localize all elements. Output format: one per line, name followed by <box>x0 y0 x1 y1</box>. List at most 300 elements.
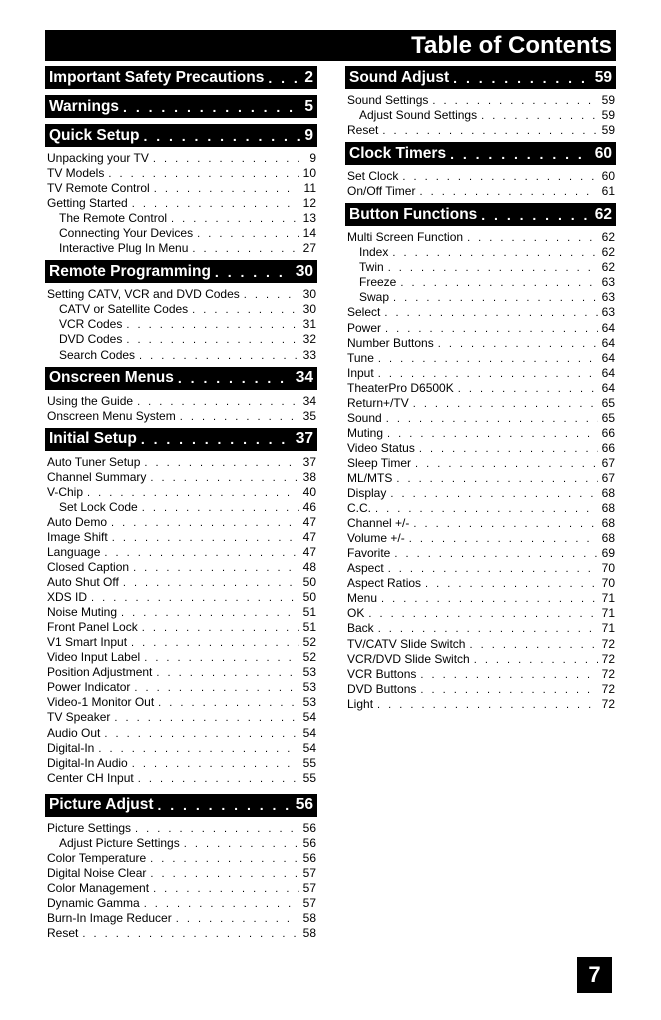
entry-page: 54 <box>302 710 316 725</box>
entry-label: TV Remote Control <box>47 181 150 196</box>
entry-label: Interactive Plug In Menu <box>59 241 189 256</box>
entry-label: Channel Summary <box>47 469 147 484</box>
toc-entry[interactable] <box>345 486 616 501</box>
entry-label: Power <box>347 320 382 335</box>
toc-entry[interactable] <box>345 336 616 351</box>
dot-leader <box>421 577 598 592</box>
dot-leader <box>104 167 299 182</box>
entry-page: 53 <box>302 665 316 680</box>
toc-subentry[interactable] <box>45 241 317 256</box>
section-header-remote-programming[interactable] <box>45 260 317 283</box>
toc-entry[interactable] <box>345 591 616 606</box>
dot-leader <box>131 822 299 837</box>
toc-entry[interactable] <box>45 821 317 836</box>
entry-page: 55 <box>302 755 316 770</box>
entry-label: Number Buttons <box>347 335 434 350</box>
section-header-initial-setup[interactable] <box>45 428 317 451</box>
entry-page: 9 <box>309 151 316 165</box>
toc-entry[interactable] <box>45 911 317 926</box>
toc-subentry[interactable] <box>45 226 317 241</box>
entry-page: 13 <box>302 211 316 226</box>
section-header-sound-adjust[interactable] <box>345 66 616 89</box>
entry-page: 72 <box>601 651 615 666</box>
entry-page: 27 <box>302 241 316 256</box>
toc-entry[interactable] <box>345 123 616 138</box>
dot-leader <box>386 487 598 502</box>
entry-label: DVD Buttons <box>347 681 417 696</box>
entry-page: 59 <box>601 123 615 138</box>
dot-leader <box>167 212 299 227</box>
dot-leader <box>137 431 292 447</box>
dot-leader <box>110 711 299 726</box>
toc-subentry[interactable] <box>45 500 317 515</box>
dot-leader <box>380 306 598 321</box>
toc-entry[interactable] <box>345 637 616 652</box>
entry-label: ML/MTS <box>347 470 393 485</box>
page-number: 7 <box>577 957 612 993</box>
entry-page: 56 <box>302 850 316 865</box>
entry-label: Search Codes <box>59 347 136 362</box>
entry-label: Front Panel Lock <box>47 620 138 635</box>
entry-page: 31 <box>302 317 316 332</box>
dot-leader <box>154 696 299 711</box>
entry-label: Auto Demo <box>47 514 108 529</box>
toc-entry[interactable] <box>345 396 616 411</box>
entry-label: VCR Codes <box>59 317 123 332</box>
toc-entry[interactable] <box>45 560 317 575</box>
entry-page: 34 <box>302 393 316 408</box>
dot-leader <box>390 547 598 562</box>
entry-label: Aspect Ratios <box>347 576 422 591</box>
entry-label: Video Input Label <box>47 650 141 665</box>
dot-leader <box>140 456 299 471</box>
entry-label: Muting <box>347 425 384 440</box>
entry-page: 32 <box>302 332 316 347</box>
entry-page: 61 <box>601 184 615 199</box>
toc-subentry[interactable] <box>45 302 317 317</box>
entry-page: 51 <box>302 605 316 620</box>
toc-entry[interactable] <box>345 606 616 621</box>
dot-leader <box>146 471 299 486</box>
dot-leader <box>396 276 598 291</box>
entry-label: Menu <box>347 591 378 606</box>
toc-entry[interactable] <box>345 471 616 486</box>
toc-entry[interactable] <box>45 151 317 166</box>
dot-leader <box>149 882 299 897</box>
entry-label: DVD Codes <box>59 332 123 347</box>
entry-label: Sleep Timer <box>347 455 412 470</box>
dot-leader <box>154 797 292 813</box>
dot-leader <box>415 442 598 457</box>
entry-label: Display <box>347 486 387 501</box>
entry-page: 47 <box>302 529 316 544</box>
entry-label: Tune <box>347 350 374 365</box>
dot-leader <box>415 185 598 200</box>
toc-entry[interactable] <box>45 756 317 771</box>
toc-entry[interactable] <box>345 682 616 697</box>
entry-label: Sound Settings <box>347 93 429 107</box>
dot-leader <box>107 516 299 531</box>
entry-label: Image Shift <box>47 529 108 544</box>
entry-page: 56 <box>302 820 316 835</box>
entry-label: Multi Screen Function <box>347 230 464 245</box>
entry-page: 50 <box>302 575 316 590</box>
entry-label: Volume +/- <box>347 531 405 546</box>
toc-entry[interactable] <box>45 635 317 650</box>
entry-page: 50 <box>302 590 316 605</box>
entry-page: 47 <box>302 514 316 529</box>
entry-label: Input <box>347 365 374 380</box>
entry-label: Dynamic Gamma <box>47 895 140 910</box>
section-header-quick-setup[interactable] <box>45 124 317 147</box>
entry-label: C.C. <box>347 501 371 516</box>
dot-leader <box>180 837 299 852</box>
section-items <box>45 817 317 941</box>
dot-leader <box>150 182 299 197</box>
dot-leader <box>128 757 299 772</box>
entry-page: 64 <box>601 365 615 380</box>
entry-page: 68 <box>601 501 615 516</box>
entry-page: 14 <box>302 226 316 241</box>
toc-entry[interactable] <box>45 196 317 211</box>
dot-leader <box>193 227 299 242</box>
toc-entry[interactable] <box>45 851 317 866</box>
entry-page: 54 <box>302 725 316 740</box>
dot-leader <box>211 264 292 280</box>
entry-page: 57 <box>302 880 316 895</box>
dot-leader <box>188 242 299 257</box>
entry-label: Reset <box>347 123 379 138</box>
entry-label: Digital Noise Clear <box>47 865 147 880</box>
toc-entry[interactable] <box>45 926 317 941</box>
toc-entry[interactable] <box>345 697 616 712</box>
section-title: Initial Setup <box>49 430 137 448</box>
entry-label: Using the Guide <box>47 393 134 408</box>
section-items <box>45 390 317 424</box>
toc-entry[interactable] <box>345 411 616 426</box>
entry-label: V1 Smart Input <box>47 635 128 650</box>
toc-entry[interactable] <box>345 576 616 591</box>
entry-page: 11 <box>303 181 316 196</box>
section-items <box>45 283 317 362</box>
toc-entry[interactable] <box>345 169 616 184</box>
entry-page: 72 <box>601 696 615 711</box>
entry-label: Freeze <box>359 275 397 290</box>
entry-label: TheaterPro D6500K <box>347 380 454 395</box>
toc-entry[interactable] <box>45 530 317 545</box>
entry-page: 30 <box>302 302 316 317</box>
entry-page: 48 <box>302 559 316 574</box>
entry-label: Color Management <box>47 880 150 895</box>
section-title: Button Functions <box>349 205 478 223</box>
toc-entry[interactable] <box>45 485 317 500</box>
entry-label: Burn-In Image Reducer <box>47 910 172 925</box>
dot-leader <box>152 666 299 681</box>
dot-leader <box>133 395 299 410</box>
entry-page: 62 <box>601 230 615 245</box>
section-title: Important Safety Precautions <box>49 68 265 86</box>
dot-leader <box>119 576 299 591</box>
entry-label: Aspect <box>347 561 384 576</box>
entry-page: 64 <box>601 380 615 395</box>
entry-page: 55 <box>302 770 316 785</box>
dot-leader <box>130 681 299 696</box>
toc-entry[interactable] <box>45 545 317 560</box>
entry-label: Unpacking your TV <box>47 151 149 165</box>
section-items <box>345 89 616 138</box>
toc-subentry[interactable] <box>45 332 317 347</box>
toc-entry[interactable] <box>45 665 317 680</box>
entry-page: 71 <box>601 621 615 636</box>
toc-entry[interactable] <box>45 620 317 635</box>
toc-entry[interactable] <box>345 305 616 320</box>
entry-label: TV/CATV Slide Switch <box>347 636 466 651</box>
toc-entry[interactable] <box>45 287 317 302</box>
entry-label: Closed Caption <box>47 559 130 574</box>
entry-page: 30 <box>302 287 316 302</box>
entry-label: Auto Shut Off <box>47 575 119 590</box>
entry-label: Channel +/- <box>347 516 410 531</box>
toc-entry[interactable] <box>345 351 616 366</box>
dot-leader <box>388 246 598 261</box>
toc-entry[interactable] <box>45 695 317 710</box>
toc-entry[interactable] <box>45 771 317 786</box>
entry-label: Center CH Input <box>47 770 134 785</box>
toc-entry[interactable] <box>45 741 317 756</box>
toc-entry[interactable] <box>45 515 317 530</box>
entry-page: 63 <box>601 290 615 305</box>
toc-subentry[interactable] <box>345 290 616 305</box>
dot-leader <box>140 897 299 912</box>
dot-leader <box>117 606 299 621</box>
entry-label: Return+/TV <box>347 395 409 410</box>
entry-label: CATV or Satellite Codes <box>59 302 189 317</box>
toc-entry[interactable] <box>345 621 616 636</box>
entry-label: Digital-In <box>47 740 95 755</box>
section-page: 5 <box>304 97 313 115</box>
entry-label: Reset <box>47 926 79 941</box>
toc-entry[interactable] <box>45 866 317 881</box>
toc-column-left <box>45 66 317 941</box>
dot-leader <box>134 772 299 787</box>
entry-page: 66 <box>601 440 615 455</box>
dot-leader <box>149 152 299 167</box>
toc-subentry[interactable] <box>45 211 317 226</box>
dot-leader <box>434 337 598 352</box>
entry-page: 52 <box>302 635 316 650</box>
toc-entry[interactable] <box>345 366 616 381</box>
dot-leader <box>374 622 598 637</box>
toc-entry[interactable] <box>45 680 317 695</box>
dot-leader <box>135 349 299 364</box>
dot-leader <box>416 668 598 683</box>
toc-entry[interactable] <box>45 409 317 424</box>
section-header-onscreen-menus[interactable] <box>45 367 317 390</box>
dot-leader <box>382 412 598 427</box>
entry-page: 33 <box>302 347 316 362</box>
toc-subentry[interactable] <box>45 348 317 363</box>
toc-entry[interactable] <box>45 710 317 725</box>
toc-entry[interactable] <box>345 516 616 531</box>
dot-leader <box>465 638 598 653</box>
toc-entry[interactable] <box>345 531 616 546</box>
dot-leader <box>172 912 299 927</box>
section-page: 56 <box>295 796 313 814</box>
entry-label: Favorite <box>347 546 391 561</box>
entry-page: 40 <box>302 484 316 499</box>
toc-entry[interactable] <box>345 456 616 471</box>
section-title: Onscreen Menus <box>49 369 174 387</box>
toc-subentry[interactable] <box>345 245 616 260</box>
entry-page: 51 <box>302 620 316 635</box>
entry-page: 52 <box>302 650 316 665</box>
toc-entry[interactable] <box>345 667 616 682</box>
entry-page: 68 <box>601 531 615 546</box>
section-items <box>45 147 317 256</box>
section-header-safety[interactable] <box>45 66 317 89</box>
toc-entry[interactable] <box>345 426 616 441</box>
dot-leader <box>374 367 598 382</box>
entry-label: TV Speaker <box>47 710 111 725</box>
dot-leader <box>100 546 299 561</box>
toc-entry[interactable] <box>345 230 616 245</box>
toc-entry[interactable] <box>345 184 616 199</box>
entry-label: Index <box>359 245 389 260</box>
dot-leader <box>139 128 300 144</box>
toc-entry[interactable] <box>345 381 616 396</box>
entry-page: 47 <box>302 544 316 559</box>
section-title: Clock Timers <box>349 144 447 162</box>
toc-entry[interactable] <box>345 561 616 576</box>
dot-leader <box>477 207 590 223</box>
toc-entry[interactable] <box>45 650 317 665</box>
dot-leader <box>411 457 598 472</box>
section-header-warnings[interactable] <box>45 95 317 118</box>
section-header-picture-adjust[interactable] <box>45 794 317 817</box>
entry-label: Color Temperature <box>47 850 147 865</box>
dot-leader <box>188 303 299 318</box>
section-title: Picture Adjust <box>49 796 154 814</box>
entry-page: 63 <box>601 275 615 290</box>
toc-subentry[interactable] <box>345 260 616 275</box>
toc-entry[interactable] <box>45 896 317 911</box>
entry-label: Position Adjustment <box>47 665 153 680</box>
toc-column-right <box>345 66 616 712</box>
entry-page: 66 <box>601 425 615 440</box>
entry-page: 35 <box>302 408 316 423</box>
entry-label: Swap <box>359 290 390 305</box>
dot-leader <box>389 291 598 306</box>
dot-leader <box>108 531 299 546</box>
toc-entry[interactable] <box>45 575 317 590</box>
entry-label: The Remote Control <box>59 211 168 226</box>
entry-page: 38 <box>302 469 316 484</box>
entry-page: 67 <box>601 470 615 485</box>
dot-leader <box>119 99 300 115</box>
dot-leader <box>378 124 598 139</box>
toc-entry[interactable] <box>345 441 616 456</box>
toc-subentry[interactable] <box>45 836 317 851</box>
toc-entry[interactable] <box>45 166 317 181</box>
dot-leader <box>377 592 598 607</box>
toc-entry[interactable] <box>45 394 317 409</box>
dot-leader <box>129 561 299 576</box>
page-title: Table of Contents <box>45 30 616 61</box>
dot-leader <box>94 742 299 757</box>
section-title: Quick Setup <box>49 126 140 144</box>
toc-entry[interactable] <box>45 605 317 620</box>
toc-entry[interactable] <box>345 652 616 667</box>
entry-page: 53 <box>302 680 316 695</box>
toc-entry[interactable] <box>45 590 317 605</box>
entry-page: 59 <box>601 108 615 123</box>
dot-leader <box>138 501 299 516</box>
entry-label: Set Clock <box>347 169 399 184</box>
toc-subentry[interactable] <box>45 317 317 332</box>
dot-leader <box>264 70 300 86</box>
toc-subentry[interactable] <box>345 108 616 123</box>
section-header-button-functions[interactable] <box>345 203 616 226</box>
dot-leader <box>140 651 299 666</box>
entry-page: 64 <box>601 335 615 350</box>
entry-page: 53 <box>302 695 316 710</box>
toc-entry[interactable] <box>345 546 616 561</box>
entry-page: 59 <box>601 93 615 107</box>
dot-leader <box>127 636 299 651</box>
toc-subentry[interactable] <box>345 275 616 290</box>
dot-leader <box>128 197 299 212</box>
entry-page: 72 <box>601 666 615 681</box>
dot-leader <box>174 370 292 386</box>
entry-label: Light <box>347 696 374 711</box>
toc-entry[interactable] <box>345 501 616 516</box>
dot-leader <box>449 70 591 86</box>
entry-label: TV Models <box>47 166 105 181</box>
entry-label: Picture Settings <box>47 820 132 835</box>
dot-leader <box>146 867 299 882</box>
dot-leader <box>383 427 598 442</box>
toc-entry[interactable] <box>45 881 317 896</box>
entry-page: 60 <box>601 169 615 184</box>
dot-leader <box>78 927 299 942</box>
entry-label: Video-1 Monitor Out <box>47 695 155 710</box>
section-header-clock-timers[interactable] <box>345 142 616 165</box>
entry-page: 69 <box>601 546 615 561</box>
section-title: Sound Adjust <box>349 68 450 86</box>
toc-entry[interactable] <box>345 321 616 336</box>
entry-page: 37 <box>302 454 316 469</box>
dot-leader <box>138 621 299 636</box>
toc-entry[interactable] <box>45 726 317 741</box>
dot-leader <box>374 352 598 367</box>
dot-leader <box>409 517 598 532</box>
toc-entry[interactable] <box>45 455 317 470</box>
entry-page: 54 <box>302 740 316 755</box>
entry-label: Setting CATV, VCR and DVD Codes <box>47 287 240 302</box>
dot-leader <box>409 397 598 412</box>
section-page: 9 <box>304 126 313 144</box>
dot-leader <box>477 109 598 124</box>
dot-leader <box>470 653 598 668</box>
entry-label: Select <box>347 305 381 320</box>
toc-entry[interactable] <box>345 93 616 108</box>
toc-entry[interactable] <box>45 470 317 485</box>
section-page: 62 <box>594 205 612 223</box>
entry-label: On/Off Timer <box>347 184 416 199</box>
entry-label: OK <box>347 606 365 621</box>
toc-entry[interactable] <box>45 181 317 196</box>
dot-leader <box>454 382 598 397</box>
